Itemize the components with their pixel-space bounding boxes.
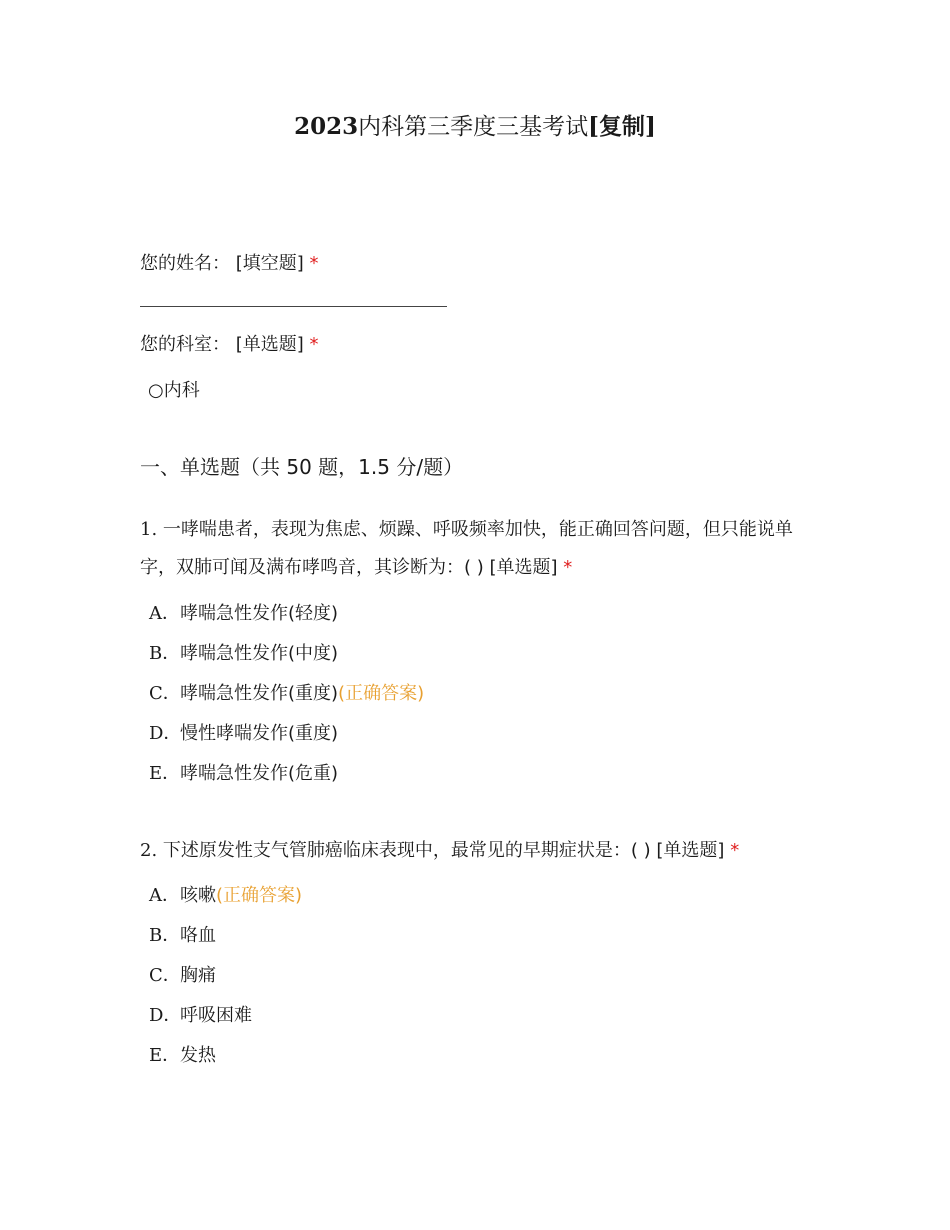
q1-option-b[interactable]: B．哮喘急性发作(中度) [149,643,339,664]
name-type: [填空题] [235,253,304,274]
title-suffix: [复制] [588,113,656,140]
question-1 [140,511,830,587]
q1-option-e[interactable]: E．哮喘急性发作(危重) [149,763,339,784]
name-input-line[interactable] [140,306,447,307]
dept-label: 您的科室： [140,334,230,355]
dept-option-internal[interactable] [148,378,200,404]
section-heading: 一、单选题（共 50 题，1.5 分/题） [140,455,464,479]
q1-option-c[interactable]: C．哮喘急性发作(重度)(正确答案) [149,683,425,704]
title-year: 2023 [294,113,359,140]
q2-option-b[interactable]: B．咯血 [149,925,216,946]
question-2 [140,832,830,870]
name-label: 您的姓名： [140,253,230,274]
correct-answer-label: (正确答案) [338,683,425,704]
question-1-number: 1. [140,519,158,540]
question-2-number: 2. [140,840,158,861]
survey-title [0,110,950,144]
correct-answer-label: (正确答案) [216,885,303,906]
dept-type: [单选题] [235,334,304,355]
question-1-line-2: 字，双肺可闻及满布哮鸣音，其诊断为：( ) [单选题] * [140,557,573,578]
radio-circle-icon: ○ [148,380,164,401]
dept-question [140,326,319,364]
question-1-line-1: 1. 一哮喘患者，表现为焦虑、烦躁、呼吸频率加快，能正确回答问题，但只能说单 [140,519,793,540]
question-2-line-1: 2. 下述原发性支气管肺癌临床表现中，最常见的早期症状是：( ) [单选题] * [140,840,740,861]
title-main: 内科第三季度三基考试 [358,114,589,140]
q1-option-d[interactable]: D．慢性哮喘发作(重度) [149,723,339,744]
required-mark: * [563,557,573,578]
q2-option-c[interactable]: C．胸痛 [149,965,216,986]
q1-option-a[interactable]: A．哮喘急性发作(轻度) [149,603,339,624]
q2-option-d[interactable]: D．呼吸困难 [149,1005,252,1026]
required-mark: * [309,253,319,274]
q2-option-a[interactable]: A．咳嗽(正确答案) [149,885,303,906]
dept-option-label: 内科 [163,380,200,401]
q2-option-e[interactable]: E．发热 [149,1045,216,1066]
required-mark: * [730,840,740,861]
required-mark: * [309,334,319,355]
name-question [140,245,319,283]
